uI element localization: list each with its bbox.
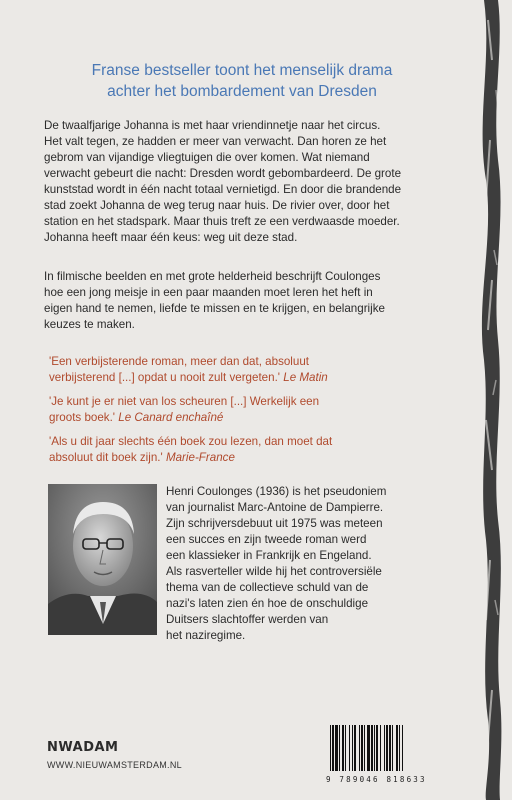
publisher-logo: NWADAM (47, 740, 119, 755)
barcode-bar (352, 725, 353, 771)
quote-line: 'Als u dit jaar slechts één boek zou lezen, dan moet dat (49, 435, 333, 448)
quote-line: groots boek.' (49, 411, 116, 424)
quote-source: Marie-France (165, 451, 235, 464)
isbn-number: 9 789046 818633 (326, 775, 427, 784)
bio-line: Duitsers slachtoffer werden van (166, 613, 329, 626)
barcode-bar (392, 725, 393, 771)
quote-line: 'Een verbijsterende roman, meer dan dat, absoluut (49, 355, 310, 368)
summary-line: station en het stadspark. Maar thuis treft ze een verdwaasde moeder. (44, 215, 400, 228)
description-paragraph (44, 269, 444, 333)
barcode-bar (330, 725, 331, 771)
summary-paragraph (44, 118, 444, 246)
barcode-bar (354, 725, 356, 771)
crayon-stroke-decoration (462, 0, 512, 800)
author-photo (48, 484, 157, 635)
summary-line: kunststad wordt in één nacht totaal vernietigd. En door die brandende (44, 183, 402, 196)
bio-line: een klassieker in Frankrijk en Engeland. (166, 549, 372, 562)
bio-line: van journalist Marc-Antoine de Dampierre. (166, 501, 384, 514)
barcode-bar (384, 725, 385, 771)
summary-line: stad zoekt Johanna de weg terug naar huis. De rivier over, door het (44, 199, 390, 212)
barcode-bar (386, 725, 388, 771)
barcode-bar (371, 725, 373, 771)
barcode-icon (326, 725, 444, 773)
bio-line: het naziregime. (166, 629, 246, 642)
publisher-website: WWW.NIEUWAMSTERDAM.NL (47, 760, 182, 770)
description-line: keuzes te maken. (44, 318, 135, 331)
description-line: In filmische beelden en met grote helderheid beschrijft Coulonges (44, 270, 381, 283)
barcode-bar (335, 725, 338, 771)
summary-line: verwacht gebeurt die nacht: Dresden wordt gebombardeerd. De grote (44, 167, 402, 180)
description-line: eigen hand te nemen, liefde te missen en te krijgen, en belangrijke (44, 302, 385, 315)
barcode-bar (396, 725, 398, 771)
barcode-bar (376, 725, 378, 771)
summary-line: Johanna heeft maar één keus: weg uit deze stad. (44, 231, 298, 244)
bio-line: Als rasverteller wilde hij het controversiële (166, 565, 382, 578)
barcode-bar (402, 725, 403, 771)
summary-line: Het valt tegen, ze hadden er meer van verwacht. Dan horen ze het (44, 135, 387, 148)
summary-line: gebrom van vijandige vliegtuigen die over komen. Wat niemand (44, 151, 370, 164)
quote-source: Le Canard enchaîné (118, 411, 224, 424)
bio-line: een succes en zijn tweede roman werd (166, 533, 367, 546)
author-portrait-image (48, 484, 157, 635)
bio-line: Zijn schrijversdebuut uit 1975 was meteen (166, 517, 383, 530)
barcode-bar (359, 725, 360, 771)
review-quote (49, 394, 444, 426)
barcode-bar (367, 725, 370, 771)
barcode-bar (332, 725, 334, 771)
barcode-bar (399, 725, 400, 771)
quote-source: Le Matin (283, 371, 328, 384)
barcode-bar (361, 725, 363, 771)
barcode-bar (339, 725, 340, 771)
barcode-bar (374, 725, 375, 771)
barcode-bar (349, 725, 350, 771)
bio-line: thema van de collectieve schuld van de (166, 581, 369, 594)
author-bio (166, 484, 446, 644)
tagline-line-2: achter het bombardement van Dresden (107, 83, 377, 100)
review-quote (49, 354, 444, 386)
quote-line: absoluut dit boek zijn.' (49, 451, 163, 464)
bio-line: nazi's laten zien én hoe de onschuldige (166, 597, 369, 610)
tagline-line-1: Franse bestseller toont het menselijk drama (91, 62, 393, 79)
quote-line: 'Je kunt je er niet van los scheuren [...] Werkelijk een (49, 395, 320, 408)
description-line: hoe een jong meisje in een paar maanden moet leren het heft in (44, 286, 373, 299)
bio-line: Henri Coulonges (1936) is het pseudoniem (166, 485, 387, 498)
quote-line: verbijsterend [...] opdat u nooit zult vergeten.' (49, 371, 281, 384)
barcode-bar (364, 725, 365, 771)
barcode-bar (342, 725, 344, 771)
barcode-bar (380, 725, 381, 771)
review-quote (49, 434, 444, 466)
summary-line: De twaalfjarige Johanna is met haar vriendinnetje naar het circus. (44, 119, 381, 132)
tagline (62, 60, 422, 102)
barcode-bar (345, 725, 346, 771)
barcode-bar (389, 725, 391, 771)
